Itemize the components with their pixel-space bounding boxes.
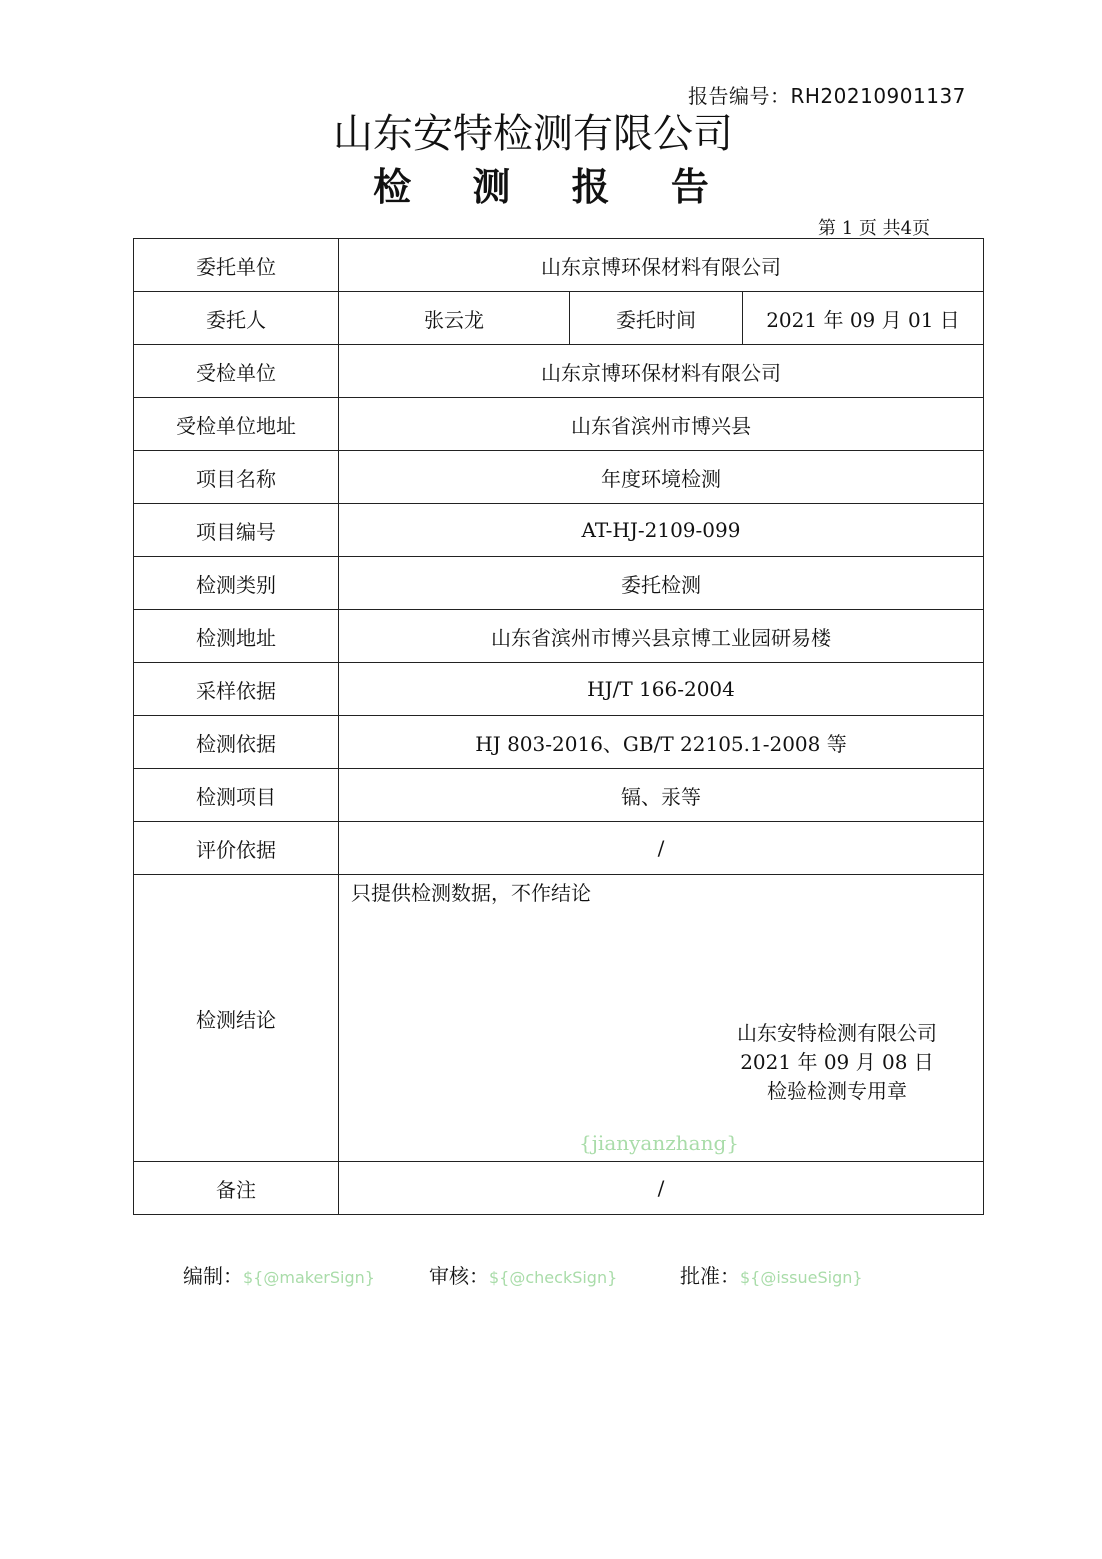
checker-label: 审核：: [429, 1264, 489, 1288]
test-items-label: 检测项目: [134, 769, 339, 822]
consignor-value: 张云龙: [339, 292, 570, 345]
inspected-address-label: 受检单位地址: [134, 398, 339, 451]
evaluation-basis-value: /: [339, 822, 984, 875]
sampling-basis-label: 采样依据: [134, 663, 339, 716]
row-conclusion: [134, 875, 984, 1162]
remarks-label: 备注: [134, 1162, 339, 1215]
maker-label: 编制：: [183, 1264, 243, 1288]
row-inspected-address: [134, 398, 984, 451]
checker-sign-placeholder: ${@checkSign}: [489, 1268, 618, 1287]
issuer-sign-placeholder: ${@issueSign}: [740, 1268, 863, 1287]
inspection-stamp: [727, 1019, 947, 1106]
sampling-basis-value: HJ/T 166-2004: [339, 663, 984, 716]
test-address-label: 检测地址: [134, 610, 339, 663]
conclusion-cell: [339, 875, 984, 1162]
project-no-label: 项目编号: [134, 504, 339, 557]
row-evaluation-basis: [134, 822, 984, 875]
maker-signature: [183, 1260, 375, 1289]
company-title: 山东安特检测有限公司: [333, 111, 733, 157]
client-label: 委托单位: [134, 239, 339, 292]
issuer-signature: [680, 1260, 863, 1289]
row-sampling-basis: [134, 663, 984, 716]
stamp-date: 2021 年 09 月 08 日: [740, 1050, 934, 1074]
entrust-time-value: 2021 年 09 月 01 日: [743, 292, 984, 345]
row-project-no: [134, 504, 984, 557]
test-basis-value: HJ 803-2016、GB/T 22105.1-2008 等: [339, 716, 984, 769]
row-test-basis: [134, 716, 984, 769]
report-number-label: 报告编号：: [688, 84, 791, 108]
test-type-value: 委托检测: [339, 557, 984, 610]
remarks-value: /: [339, 1162, 984, 1215]
row-consignor: [134, 292, 984, 345]
inspected-unit-label: 受检单位: [134, 345, 339, 398]
project-no-value: AT-HJ-2109-099: [339, 504, 984, 557]
test-type-label: 检测类别: [134, 557, 339, 610]
report-title: 检 测 报 告: [373, 165, 733, 209]
evaluation-basis-label: 评价依据: [134, 822, 339, 875]
page-info: 第 1 页 共4页: [818, 218, 931, 239]
conclusion-text: 只提供检测数据，不作结论: [351, 881, 591, 905]
report-table: [133, 238, 984, 1215]
report-number-value: RH20210901137: [790, 84, 966, 108]
report-number: [688, 80, 966, 109]
row-test-address: [134, 610, 984, 663]
stamp-company: 山东安特检测有限公司: [737, 1021, 937, 1045]
test-basis-label: 检测依据: [134, 716, 339, 769]
maker-sign-placeholder: ${@makerSign}: [243, 1268, 375, 1287]
row-client: [134, 239, 984, 292]
conclusion-label: 检测结论: [134, 875, 339, 1162]
stamp-name: 检验检测专用章: [767, 1079, 907, 1103]
row-project-name: [134, 451, 984, 504]
client-value: 山东京博环保材料有限公司: [339, 239, 984, 292]
issuer-label: 批准：: [680, 1264, 740, 1288]
row-test-type: [134, 557, 984, 610]
inspected-unit-value: 山东京博环保材料有限公司: [339, 345, 984, 398]
test-items-value: 镉、汞等: [339, 769, 984, 822]
consignor-label: 委托人: [134, 292, 339, 345]
checker-signature: [429, 1260, 617, 1289]
row-remarks: [134, 1162, 984, 1215]
seal-placeholder: {jianyanzhang}: [579, 1131, 739, 1155]
row-test-items: [134, 769, 984, 822]
inspected-address-value: 山东省滨州市博兴县: [339, 398, 984, 451]
test-address-value: 山东省滨州市博兴县京博工业园研易楼: [339, 610, 984, 663]
project-name-value: 年度环境检测: [339, 451, 984, 504]
project-name-label: 项目名称: [134, 451, 339, 504]
entrust-time-label: 委托时间: [570, 292, 743, 345]
row-inspected-unit: [134, 345, 984, 398]
